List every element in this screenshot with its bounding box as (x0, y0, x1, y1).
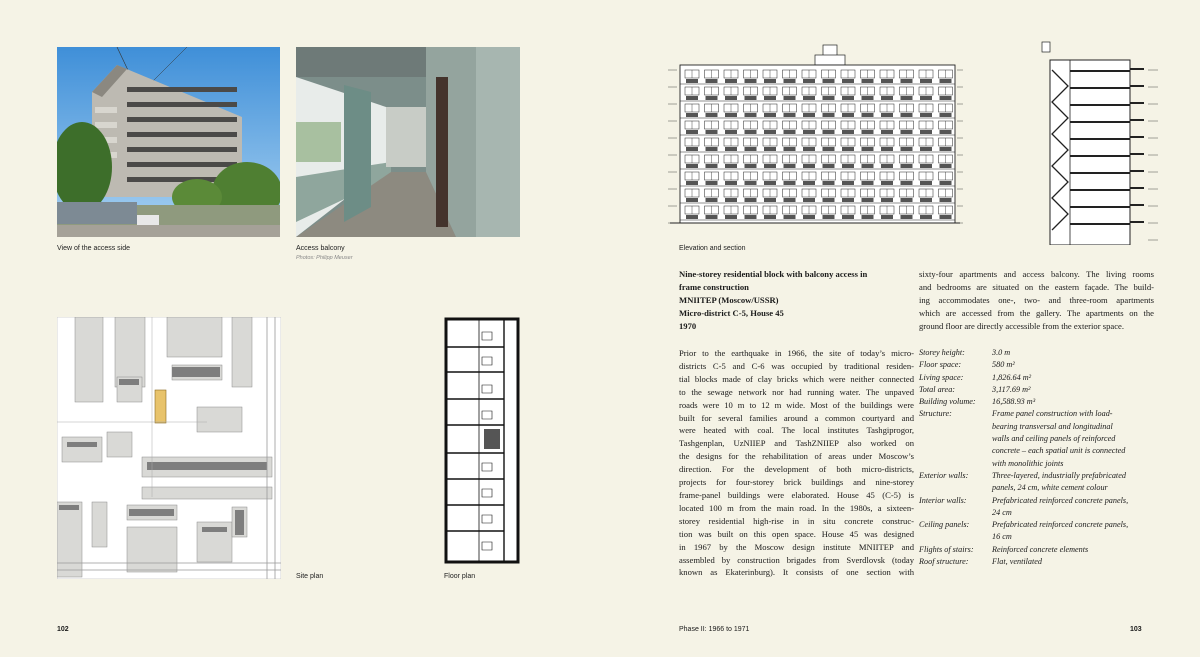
spec-value (992, 396, 1154, 408)
spec-value (992, 495, 1154, 520)
spec-label: Flights of stairs: (919, 544, 974, 554)
spec-row (919, 519, 1154, 544)
spec-value-line: Three-layered, industrially prefabricated (992, 470, 1126, 480)
spec-label: Storey height: (919, 348, 965, 357)
spec-label: Building volume: (919, 397, 976, 407)
spec-row (919, 470, 1154, 495)
title-line: Micro-district C-5, House 45 (679, 308, 784, 318)
page-number-left: 102 (57, 626, 69, 633)
plan-caption: Floor plan (444, 573, 476, 580)
site-plan-drawing (57, 317, 281, 579)
floor-plan-drawing (444, 317, 520, 564)
spec-label: Exterior walls: (919, 470, 969, 480)
spec-value-line: concrete – each spatial unit is connected (992, 446, 1126, 456)
body-text-line: roads were 10 m to 12 m wide. Most of the buildings were (679, 399, 914, 410)
body-text-line: districts C-5 and C-6 was occupied by traditional residen- (679, 360, 914, 371)
spec-value-line: 24 cm (992, 507, 1012, 517)
title-line: 1970 (679, 321, 697, 331)
spec-value (992, 556, 1154, 568)
body-text-column-1 (679, 347, 914, 579)
body-text-line: which are accessed from the gallery. The apartments on the (919, 307, 1154, 318)
spec-row (919, 372, 1154, 384)
title-line: MNIITEP (Moscow/USSR) (679, 295, 779, 305)
spec-label: Interior walls: (919, 495, 967, 505)
plan-caption: Site plan (296, 573, 324, 580)
spec-value-line: Frame panel construction with load- (992, 409, 1113, 419)
spec-value-line: Reinforced concrete elements (992, 544, 1089, 554)
body-text-line: known as Ekaterinburg). It consists of one section with (679, 567, 914, 578)
title-line: frame construction (679, 282, 749, 292)
body-text-line: the designs for the rehabilitation of areas under Moscow’s (679, 451, 914, 462)
photo-caption: Access balcony (296, 245, 345, 252)
spec-value-line: bearing transversal and longitudinal (992, 421, 1113, 431)
body-text-line: frame-panel buildings were elaborated. House 45 (C-5) is (679, 489, 914, 500)
project-title (679, 268, 914, 333)
spec-label: Living space: (919, 372, 964, 382)
body-text-line: sixty-four apartments and access balcony. The living rooms (919, 269, 1154, 279)
photo-credit: Photos: Philipp Meuser (296, 255, 353, 261)
photo-access-balcony (296, 47, 520, 237)
running-head: Phase II: 1966 to 1971 (679, 626, 750, 633)
spec-row (919, 396, 1154, 408)
spec-value (992, 408, 1154, 469)
spec-row (919, 347, 1154, 359)
spec-row (919, 384, 1154, 396)
spec-value (992, 519, 1154, 544)
body-text-line: tial blocks made of clay bricks which were neither connected (679, 373, 914, 384)
photo-access-side (57, 47, 280, 237)
body-text-line: in 1967 by the Moscow design institute MNIITEP and (679, 541, 914, 552)
spec-value-line: Flat, ventilated (992, 557, 1043, 567)
spec-row (919, 556, 1154, 568)
spec-value (992, 347, 1154, 359)
spec-value-line: Prefabricated reinforced concrete panels, (992, 495, 1129, 505)
spec-label: Floor space: (919, 360, 962, 370)
drawing-caption: Elevation and section (679, 245, 746, 252)
body-text-line: to the sewage network nor had running water. The unpaved (679, 386, 914, 397)
spec-value (992, 544, 1154, 556)
spec-value-line: 580 m² (992, 360, 1015, 370)
body-text-line: and bedrooms are situated on the eastern façade. The build- (919, 281, 1154, 292)
body-text-line: tion was built on this open space. House 45 was designed (679, 528, 914, 539)
spec-label: Roof structure: (919, 557, 969, 567)
elevation-drawing (665, 40, 965, 245)
spec-row (919, 359, 1154, 371)
body-text-line: Prior to the earthquake in 1966, the site of today’s micro- (679, 348, 914, 358)
spec-value-line: 3.0 m (992, 348, 1011, 357)
spec-value-line: Prefabricated reinforced concrete panels, (992, 520, 1129, 530)
photo-caption: View of the access side (57, 245, 131, 252)
spec-label: Structure: (919, 409, 952, 419)
title-line: Nine-storey residential block with balcony access in (679, 269, 868, 279)
spec-row (919, 495, 1154, 520)
body-text-line: storey residential high-rise in in situ concrete construc- (679, 515, 914, 526)
specification-list (919, 347, 1154, 568)
body-text-line: projects for four-storey brick buildings and nine-storey (679, 477, 914, 488)
spec-label: Total area: (919, 384, 956, 394)
spec-value-line: panels, 24 cm, white cement colour (992, 483, 1108, 493)
spec-value-line: walls and ceiling panels of reinforced (992, 434, 1116, 444)
spec-value-line: 16 cm (992, 532, 1012, 542)
spec-value (992, 359, 1154, 371)
section-drawing (1030, 40, 1160, 245)
page-number-right: 103 (1130, 626, 1142, 633)
body-text-line: were heated with coal. The local institutes Tashgiprogor, (679, 425, 914, 436)
body-text-line: direction. For the development of both micro-districts, (679, 464, 914, 475)
spec-value (992, 470, 1154, 495)
spec-label: Ceiling panels: (919, 520, 970, 530)
body-text-line: Tashgenplan, UzNIIEP and TashZNIIEP also worked on (679, 438, 914, 449)
body-text-line: ground floor are directly accessible from the exterior space. (919, 320, 1124, 331)
spec-value (992, 372, 1154, 384)
spec-value-line: 1,826.64 m² (992, 372, 1032, 382)
body-text-column-2 (919, 268, 1154, 333)
body-text-line: located 100 m from the main road. In the 1980s, a sixteen- (679, 502, 914, 513)
spec-value-line: with monolithic joints (992, 458, 1064, 468)
spec-row (919, 408, 1154, 469)
spec-value (992, 384, 1154, 396)
spec-value-line: 3,117.69 m² (992, 384, 1031, 394)
body-text-line: built for several families around a common courtyard and (679, 412, 914, 423)
body-text-line: ing accommodates one-, two- and three-room apartments (919, 294, 1154, 305)
spec-row (919, 544, 1154, 556)
spec-value-line: 16,588.93 m³ (992, 397, 1036, 407)
body-text-line: assembled by construction brigades from Sverdlovsk (today (679, 554, 914, 565)
